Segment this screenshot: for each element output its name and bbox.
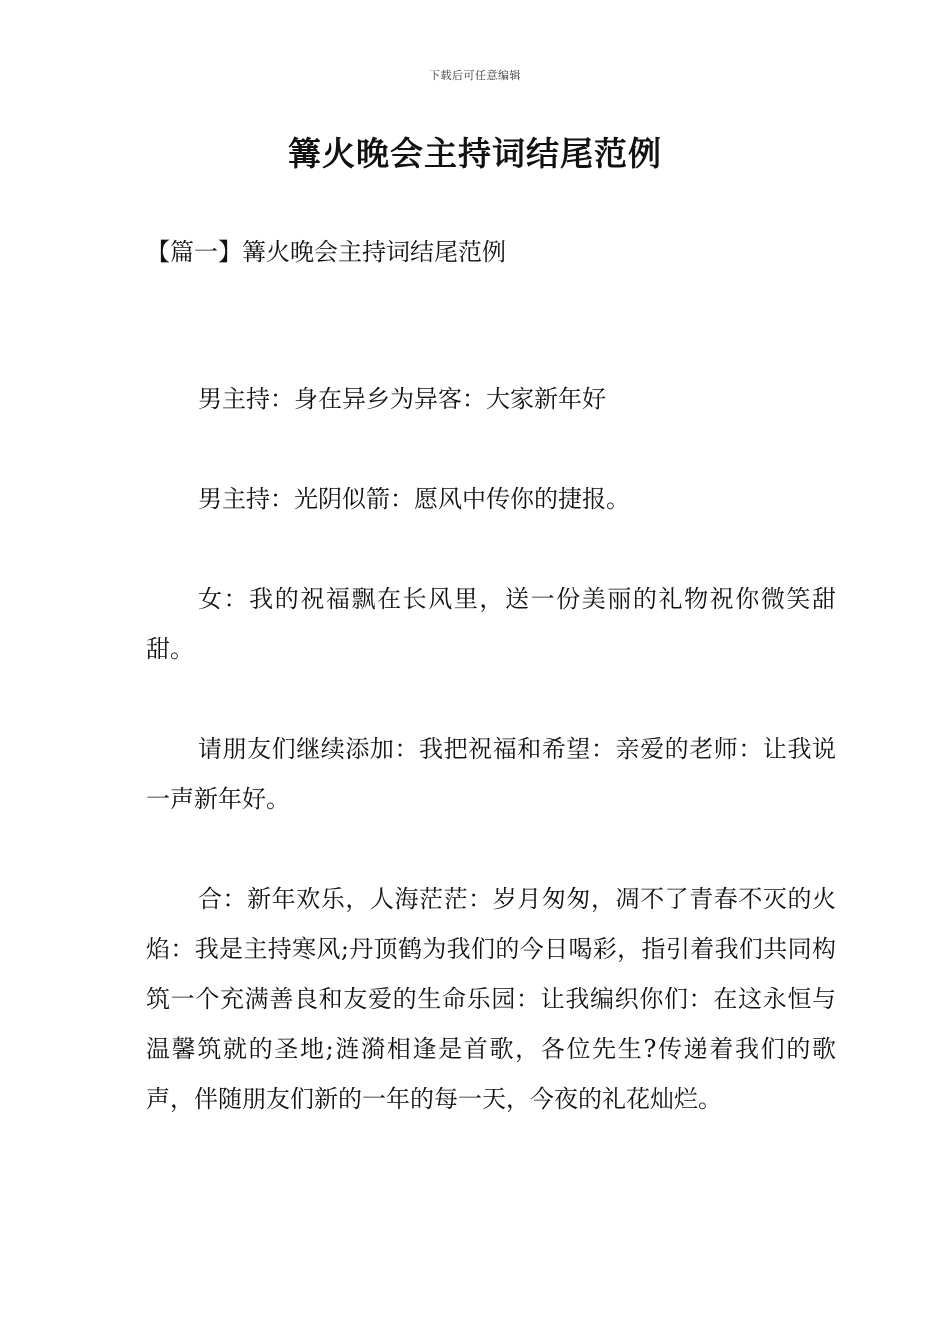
paragraph-friends: 请朋友们继续添加：我把祝福和希望：亲爱的老师：让我说一声新年好。 xyxy=(146,735,836,813)
paragraph-male-host-2: 男主持：光阴似箭：愿风中传你的捷报。 xyxy=(198,485,630,513)
paragraph-female-host: 女：我的祝福飘在长风里，送一份美丽的礼物祝你微笑甜甜。 xyxy=(146,585,836,663)
paragraph-together: 合：新年欢乐，人海茫茫：岁月匆匆，凋不了青春不灭的火焰：我是主持寒风;丹顶鹤为我们的今日喝彩，指引着我们共同构筑一个充满善良和友爱的生命乐园：让我编织你们：在这永恒与温馨筑就的圣地;涟漪相逢是首歌，各位先生?传递着我们的歌声，伴随朋友们新的一年的每一天，今夜的礼花灿烂。 xyxy=(146,885,836,1113)
header-note: 下载后可任意编辑 xyxy=(429,69,521,82)
document-title: 篝火晚会主持词结尾范例 xyxy=(288,134,662,173)
paragraph-male-host-1: 男主持：身在异乡为异客：大家新年好 xyxy=(198,385,606,413)
section-heading: 【篇一】篝火晚会主持词结尾范例 xyxy=(146,238,506,266)
